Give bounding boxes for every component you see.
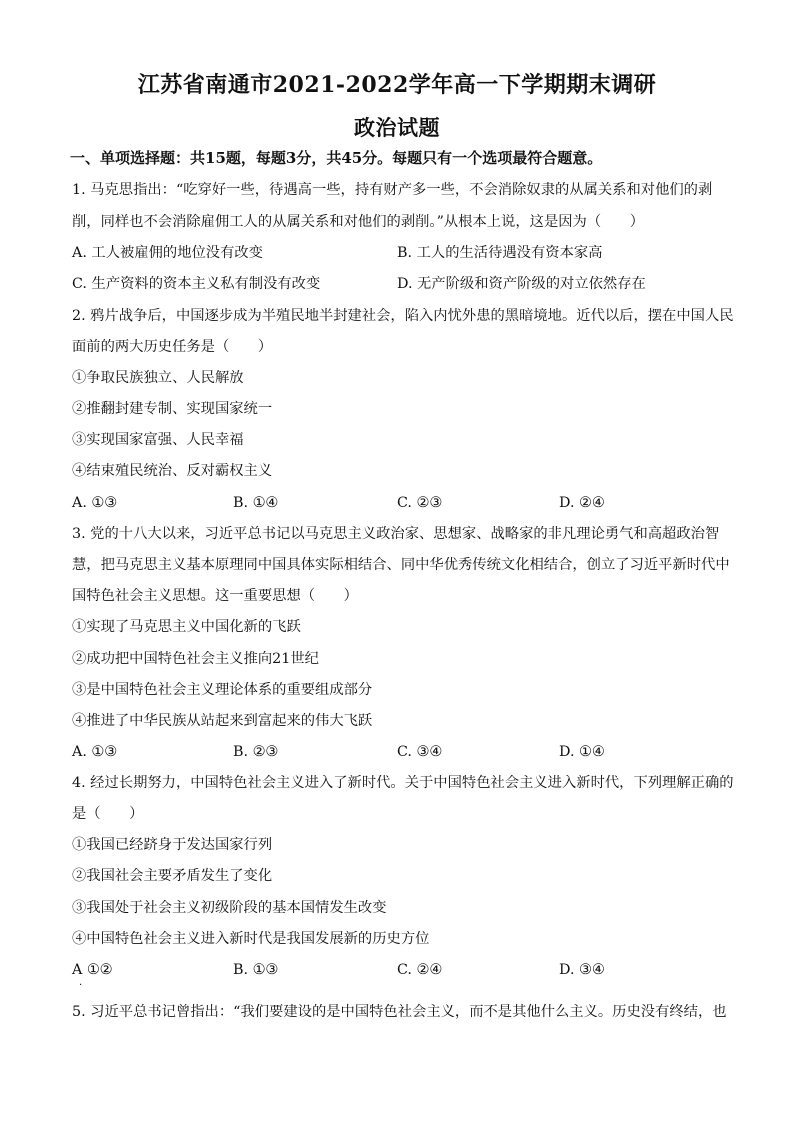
q3-option-c: C. ③④ xyxy=(397,744,443,760)
q2-statement-2: ②推翻封建专制、实现国家统一 xyxy=(72,401,273,417)
q2-statement-3: ③实现国家富强、人民幸福 xyxy=(72,432,244,448)
q2-option-a: A. ①③ xyxy=(72,495,118,511)
q4-statement-3: ③我国处于社会主义初级阶段的基本国情发生改变 xyxy=(72,900,387,916)
exam-title: 江苏省南通市2021-2022学年高一下学期期末调研 xyxy=(137,72,657,98)
q4-statement-2: ②我国社会主要矛盾发生了变化 xyxy=(72,868,273,884)
q1-stem-line2: 削，同样也不会消除雇佣工人的从属关系和对他们的剥削。”从根本上说，这是因为（ ） xyxy=(72,214,645,230)
q3-statement-3: ③是中国特色社会主义理论体系的重要组成部分 xyxy=(72,682,373,698)
q2-option-d: D. ②④ xyxy=(559,495,605,511)
q4-option-c: C. ②④ xyxy=(397,962,443,978)
q4-stem-line1: 4. 经过长期努力，中国特色社会主义进入了新时代。关于中国特色社会主义进入新时代，下列理解正确的 xyxy=(72,775,734,791)
q4-statement-1: ①我国已经跻身于发达国家行列 xyxy=(72,837,273,853)
q3-statement-4: ④推进了中华民族从站起来到富起来的伟大飞跃 xyxy=(72,713,373,729)
q2-stem-line1: 2. 鸦片战争后，中国逐步成为半殖民地半封建社会，陷入内忧外患的黑暗境地。近代以后，摆在中国人民 xyxy=(72,308,734,324)
q3-statement-1: ①实现了马克思主义中国化新的飞跃 xyxy=(72,619,301,635)
q4-option-b: B. ①③ xyxy=(233,962,279,978)
q1-option-b: B. 工人的生活待遇没有资本家高 xyxy=(397,245,603,261)
q3-stem-line2: 慧，把马克思主义基本原理同中国具体实际相结合、同中华优秀传统文化相结合，创立了习近平新时代中 xyxy=(72,557,730,573)
q5-stem-line1: 5. 习近平总书记曾指出：“我们要建设的是中国特色社会主义，而不是其他什么主义。历史没有终结，也 xyxy=(72,1004,727,1020)
q1-stem-line1: 1. 马克思指出：“吃穿好一些，待遇高一些，持有财产多一些，不会消除奴隶的从属关系和对他们的剥 xyxy=(72,182,713,198)
q4-stem-line2: 是（ ） xyxy=(72,806,144,822)
q2-option-b: B. ①④ xyxy=(233,495,279,511)
q3-option-d: D. ①④ xyxy=(559,744,605,760)
q1-option-c: C. 生产资料的资本主义私有制没有改变 xyxy=(72,276,321,292)
q3-option-b: B. ②③ xyxy=(233,744,279,760)
q3-statement-2: ②成功把中国特色社会主义推向21世纪 xyxy=(72,651,319,667)
q2-option-c: C. ②③ xyxy=(397,495,443,511)
exam-subtitle: 政治试题 xyxy=(354,115,440,140)
q1-option-d: D. 无产阶级和资产阶级的对立依然存在 xyxy=(397,276,646,292)
q3-stem-line3: 国特色社会主义思想。这一重要思想（ ） xyxy=(72,588,358,604)
stray-dot-mark: · xyxy=(79,980,83,991)
q2-stem-line2: 面前的两大历史任务是（ ） xyxy=(72,339,273,355)
q2-statement-4: ④结束殖民统治、反对霸权主义 xyxy=(72,463,273,479)
q4-option-d: D. ③④ xyxy=(559,962,605,978)
section-heading: 一、单项选择题：共15题，每题3分，共45分。每题只有一个选项最符合题意。 xyxy=(70,149,603,167)
q3-option-a: A. ①③ xyxy=(72,744,118,760)
q1-option-a: A. 工人被雇佣的地位没有改变 xyxy=(72,245,263,261)
q4-option-a: A ①② xyxy=(72,962,113,978)
q3-stem-line1: 3. 党的十八大以来，习近平总书记以马克思主义政治家、思想家、战略家的非凡理论勇气和高超政治智 xyxy=(72,526,720,542)
q4-statement-4: ④中国特色社会主义进入新时代是我国发展新的历史方位 xyxy=(72,931,430,947)
q2-statement-1: ①争取民族独立、人民解放 xyxy=(72,370,244,386)
